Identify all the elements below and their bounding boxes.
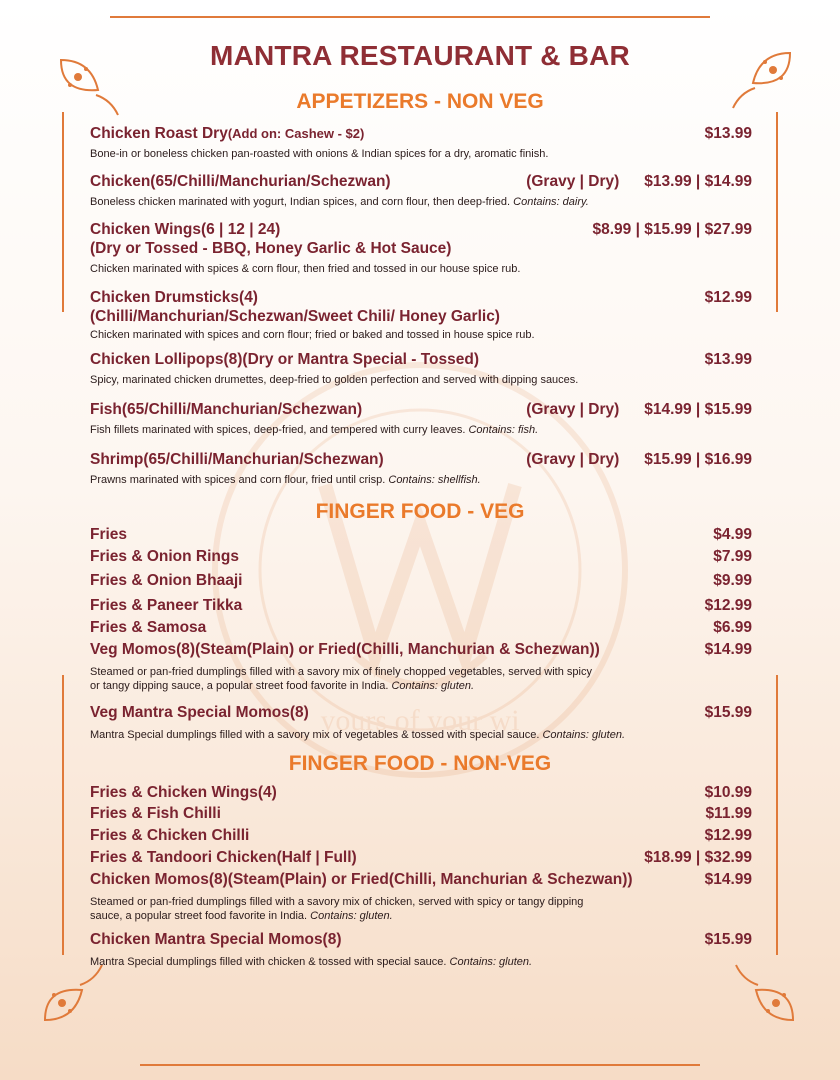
item-name: Chicken Drumsticks(4) bbox=[90, 289, 258, 306]
section-title-finger-veg: FINGER FOOD - VEG bbox=[315, 500, 525, 523]
item-description: Boneless chicken marinated with yogurt, Indian spices, and corn flour, then deep-fried. Contains: dairy. bbox=[90, 196, 589, 208]
item-variant: (Gravy | Dry) bbox=[526, 401, 620, 418]
item-name: Shrimp(65/Chilli/Manchurian/Schezwan) bbox=[90, 451, 384, 468]
item-name: Veg Momos(8)(Steam(Plain) or Fried(Chilli, Manchurian & Schezwan)) bbox=[90, 641, 600, 658]
menu-item bbox=[90, 350, 752, 387]
item-price: $14.99 bbox=[704, 641, 752, 658]
menu-item bbox=[90, 848, 752, 867]
item-price: $14.99 bbox=[704, 871, 752, 888]
frame-left-bottom-line bbox=[62, 675, 64, 955]
frame-top-line bbox=[110, 16, 710, 18]
item-price: $13.99 bbox=[704, 125, 752, 142]
menu-item bbox=[90, 220, 752, 276]
item-description: Steamed or pan-fried dumplings filled with a savory mix of finely chopped vegetables, served with spicy or tangy dipping sauce, a popular street food favorite in India. Contains: gluten. bbox=[90, 666, 592, 692]
menu-item bbox=[90, 288, 752, 342]
item-name: Chicken Wings(6 | 12 | 24) bbox=[90, 221, 281, 238]
menu-item bbox=[90, 930, 752, 969]
item-description: Prawns marinated with spices and corn flour, fried until crisp. Contains: shellfish. bbox=[90, 474, 481, 486]
item-price: $7.99 bbox=[713, 548, 752, 565]
item-price: $14.99 | $15.99 bbox=[644, 401, 752, 418]
item-options: (Chilli/Manchurian/Schezwan/Sweet Chili/ Honey Garlic) bbox=[90, 308, 500, 325]
item-name: Fries & Samosa bbox=[90, 619, 207, 636]
item-price: $10.99 bbox=[704, 784, 752, 801]
menu-item bbox=[90, 826, 752, 845]
item-price: $12.99 bbox=[704, 827, 752, 844]
menu-item bbox=[90, 124, 752, 161]
menu-item bbox=[90, 640, 752, 693]
item-description: Mantra Special dumplings filled with a savory mix of vegetables & tossed with special sauce. Contains: gluten. bbox=[90, 729, 626, 741]
item-name: Fries & Onion Bhaaji bbox=[90, 572, 243, 589]
item-price: $6.99 bbox=[713, 619, 752, 636]
item-options: (Dry or Tossed - BBQ, Honey Garlic & Hot Sauce) bbox=[90, 240, 452, 257]
item-name: Fries & Chicken Wings(4) bbox=[90, 784, 277, 801]
item-name: Fries & Paneer Tikka bbox=[90, 597, 243, 614]
menu-item bbox=[90, 703, 752, 742]
frame-left-line bbox=[62, 112, 64, 312]
item-name: Fish(65/Chilli/Manchurian/Schezwan) bbox=[90, 401, 363, 418]
item-price: $4.99 bbox=[713, 526, 752, 543]
item-price: $13.99 | $14.99 bbox=[644, 173, 752, 190]
section-title-finger-nonveg: FINGER FOOD - NON-VEG bbox=[288, 752, 552, 775]
item-description: Spicy, marinated chicken drumettes, deep-fried to golden perfection and served with dipping sauces. bbox=[90, 374, 579, 386]
item-price: $18.99 | $32.99 bbox=[644, 849, 752, 866]
item-variant: (Gravy | Dry) bbox=[526, 173, 620, 190]
item-name: Chicken Mantra Special Momos(8) bbox=[90, 931, 342, 948]
item-description: Fish fillets marinated with spices, deep-fried, and tempered with curry leaves. Contains: fish. bbox=[90, 424, 539, 436]
menu-item bbox=[90, 618, 752, 637]
item-price: $13.99 bbox=[704, 351, 752, 368]
item-variant: (Gravy | Dry) bbox=[526, 451, 620, 468]
menu-item bbox=[90, 571, 752, 590]
item-price: $11.99 bbox=[705, 805, 752, 822]
item-description: Chicken marinated with spices & corn flour, then fried and tossed in our house spice rub. bbox=[90, 263, 521, 275]
menu-item bbox=[90, 596, 752, 615]
menu-item bbox=[90, 870, 752, 923]
item-price: $15.99 | $16.99 bbox=[644, 451, 752, 468]
item-price: $9.99 bbox=[713, 572, 752, 589]
item-name: Fries & Onion Rings bbox=[90, 548, 239, 565]
item-name: Fries & Tandoori Chicken(Half | Full) bbox=[90, 849, 357, 866]
item-addon: (Add on: Cashew - $2) bbox=[227, 126, 365, 141]
item-name: Fries & Chicken Chilli bbox=[90, 827, 250, 844]
item-price: $15.99 bbox=[704, 704, 752, 721]
item-description: Bone-in or boneless chicken pan-roasted with onions & Indian spices for a dry, aromatic finish. bbox=[90, 148, 549, 160]
item-name: Chicken(65/Chilli/Manchurian/Schezwan) bbox=[90, 173, 391, 190]
section-title-appetizers: APPETIZERS - NON VEG bbox=[296, 90, 544, 113]
item-name: Chicken Lollipops(8)(Dry or Mantra Special - Tossed) bbox=[90, 351, 479, 368]
item-name: Chicken Momos(8)(Steam(Plain) or Fried(Chilli, Manchurian & Schezwan)) bbox=[90, 871, 633, 888]
menu-item bbox=[90, 525, 752, 544]
item-price: $8.99 | $15.99 | $27.99 bbox=[592, 221, 752, 238]
menu-item bbox=[90, 804, 752, 823]
item-name: Fries & Fish Chilli bbox=[90, 805, 221, 822]
menu-item bbox=[90, 547, 752, 566]
frame-right-bottom-line bbox=[776, 675, 778, 955]
menu-item bbox=[90, 172, 752, 209]
item-price: $12.99 bbox=[704, 289, 752, 306]
item-name: Chicken Roast Dry(Add on: Cashew - $2) bbox=[90, 125, 365, 142]
item-price: $12.99 bbox=[704, 597, 752, 614]
watermark-text: yours of your wi bbox=[320, 704, 520, 737]
item-price: $15.99 bbox=[704, 931, 752, 948]
item-name: Veg Mantra Special Momos(8) bbox=[90, 704, 309, 721]
restaurant-name: MANTRA RESTAURANT & BAR bbox=[210, 40, 630, 71]
menu-item bbox=[90, 400, 752, 437]
item-name: Fries bbox=[90, 526, 128, 543]
item-description: Chicken marinated with spices and corn flour; fried or baked and tossed in house spice rub. bbox=[90, 329, 535, 341]
frame-right-line bbox=[776, 112, 778, 312]
menu-item bbox=[90, 783, 752, 802]
frame-bottom-line bbox=[140, 1064, 700, 1066]
item-description: Steamed or pan-fried dumplings filled with a savory mix of chicken, served with spicy or tangy dipping sauce, a popular street food favorite in India. Contains: gluten. bbox=[90, 896, 584, 922]
menu-item bbox=[90, 450, 752, 487]
item-description: Mantra Special dumplings filled with chicken & tossed with special sauce. Contains: gluten. bbox=[90, 956, 533, 968]
